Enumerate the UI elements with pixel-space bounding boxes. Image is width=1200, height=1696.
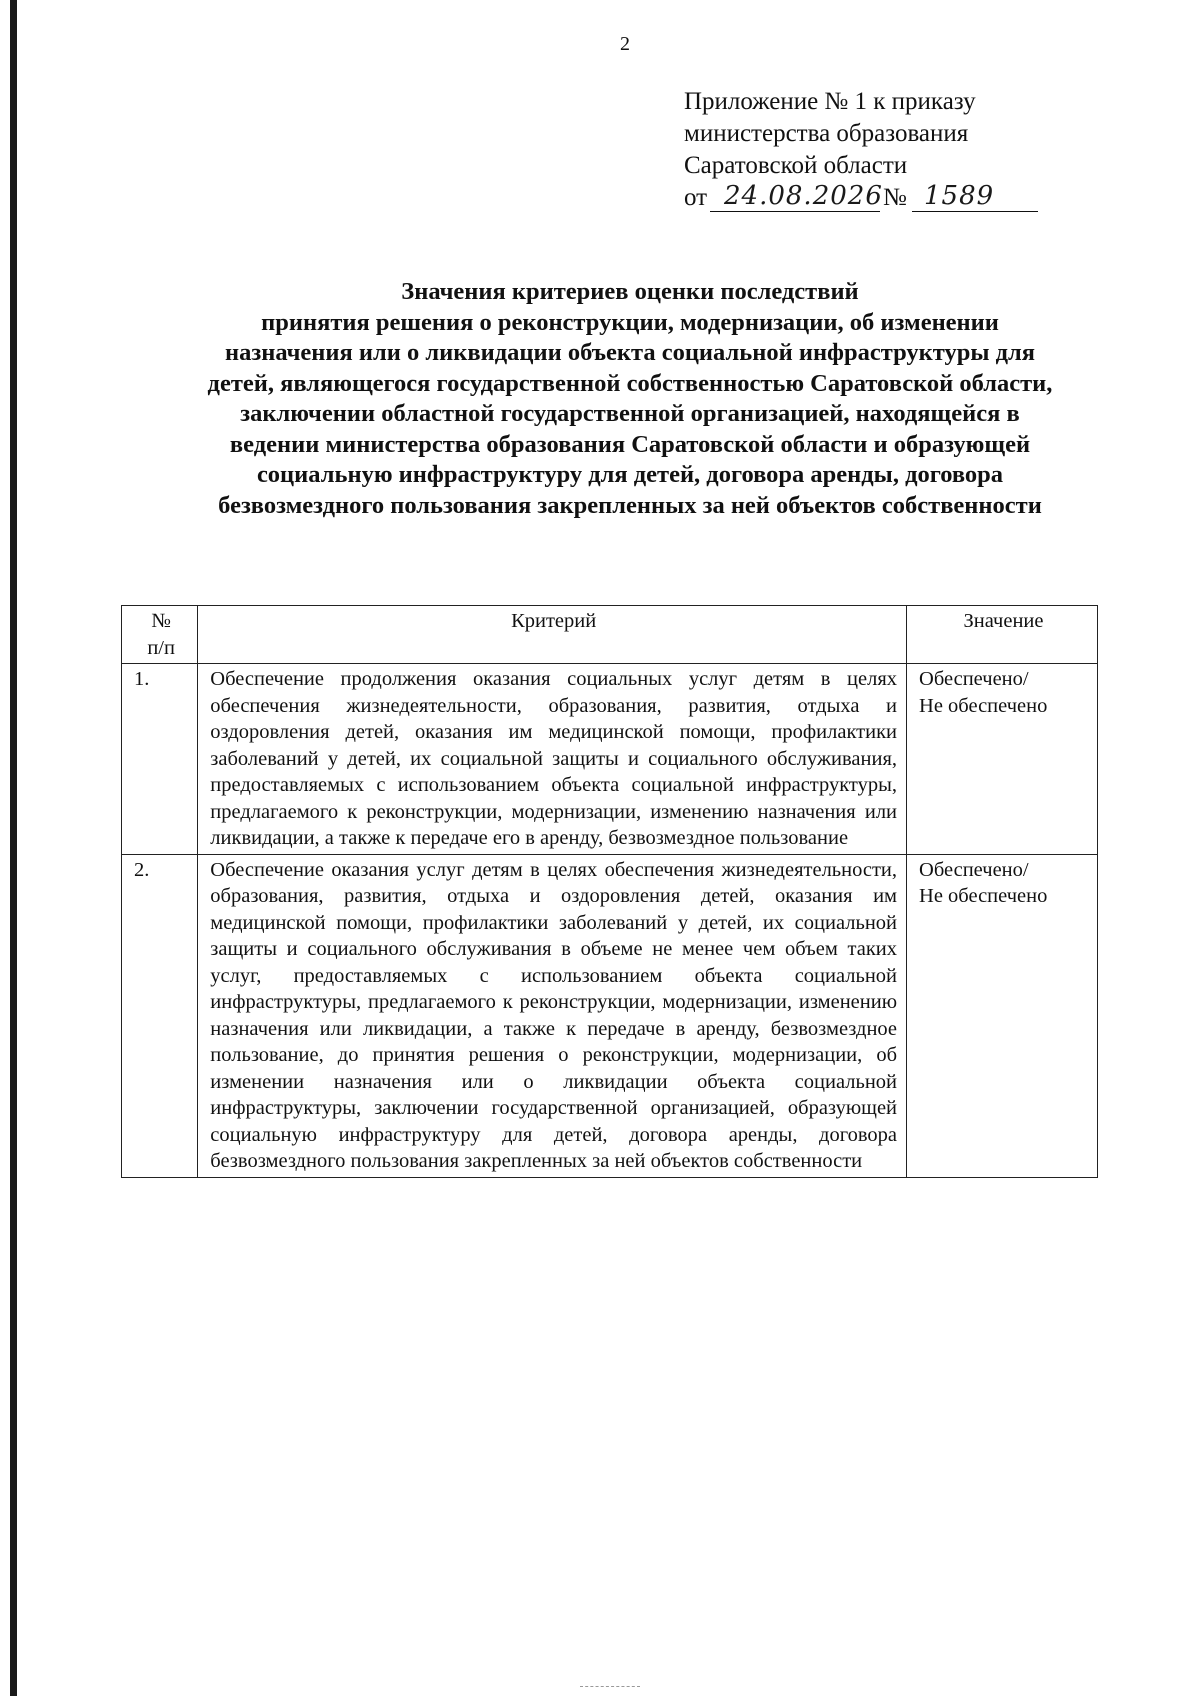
row-value-line: Обеспечено/ xyxy=(919,668,1029,690)
appendix-line: Саратовской области xyxy=(684,152,908,179)
order-line xyxy=(684,182,1104,214)
header-value: Значение xyxy=(907,606,1098,664)
scan-footer-mark xyxy=(580,1686,640,1687)
row-number: 1. xyxy=(122,664,198,855)
page-number: 2 xyxy=(620,33,630,55)
order-prefix: от xyxy=(684,184,708,211)
criteria-table xyxy=(121,605,1098,1178)
row-value-line: Не обеспечено xyxy=(919,885,1048,907)
row-value-line: Не обеспечено xyxy=(919,694,1048,717)
order-date-handwritten: 24.08.2026 xyxy=(724,181,883,211)
title-line: ведении министерства образования Саратовской области и образующей xyxy=(229,430,1031,458)
order-number-handwritten: 1589 xyxy=(924,181,995,211)
scan-edge xyxy=(10,0,17,1696)
title-line: заключении областной государственной организацией, находящейся в xyxy=(240,400,1020,427)
title-line: безвозмездного пользования закрепленных за ней объектов собственности xyxy=(218,491,1042,519)
document-title xyxy=(130,277,1130,521)
row-criterion: Обеспечение оказания услуг детям в целях обеспечения жизнедеятельности, образования, развития, отдыха и оздоровления детей, оказания им медицинской помощи, профилактики заболеваний у детей, их социальной защиты и социального обслуживания в объеме не менее чем объем таких услуг, предоставляемых с использованием объекта социальной инфраструктуры, предлагаемого к реконструкции, модернизации, изменению назначения или ликвидации, а также к передаче в аренду, безвозмездное пользование, до принятия решения о реконструкции, модернизации, об изменении назначения или о ликвидации объекта социальной инфраструктуры, заключении государственной организацией, образующей социальную инфраструктуру для детей, договора аренды, договора безвозмездного пользования закрепленных за ней объектов собственности xyxy=(198,854,907,1177)
table-header-row xyxy=(122,606,1098,664)
row-value-line: Обеспечено/ xyxy=(919,858,1029,881)
title-line: социальную инфраструктуру для детей, договора аренды, договора xyxy=(256,461,1004,488)
header-number-line: № xyxy=(151,610,171,632)
row-value xyxy=(907,854,1098,1177)
appendix-block xyxy=(684,86,1104,214)
title-line: детей, являющегося государственной собственностью Саратовской области, xyxy=(207,369,1053,397)
order-number-label: № xyxy=(883,184,907,211)
appendix-line: министерства образования xyxy=(684,120,969,147)
title-line: принятия решения о реконструкции, модернизации, об изменении xyxy=(261,308,999,336)
row-value xyxy=(907,664,1098,855)
row-number: 2. xyxy=(122,854,198,1177)
header-criterion: Критерий xyxy=(198,606,907,664)
title-line: назначения или о ликвидации объекта социальной инфраструктуры для xyxy=(225,339,1035,366)
appendix-line: Приложение № 1 к приказу xyxy=(684,88,976,115)
table-row xyxy=(122,664,1098,855)
row-criterion: Обеспечение продолжения оказания социальных услуг детям в целях обеспечения жизнедеятельности, образования, развития, отдыха и оздоровления детей, оказания им медицинской помощи, профилактики заболеваний у детей, их социальной защиты и социального обслуживания, предоставляемых с использованием объекта социальной инфраструктуры, предлагаемого к реконструкции, модернизации, изменению назначения или ликвидации, а также к передаче его в аренду, безвозмездное пользование xyxy=(198,664,907,855)
table-row xyxy=(122,854,1098,1177)
header-number-line: п/п xyxy=(147,636,175,659)
header-number xyxy=(122,606,198,664)
title-line: Значения критериев оценки последствий xyxy=(401,278,859,305)
